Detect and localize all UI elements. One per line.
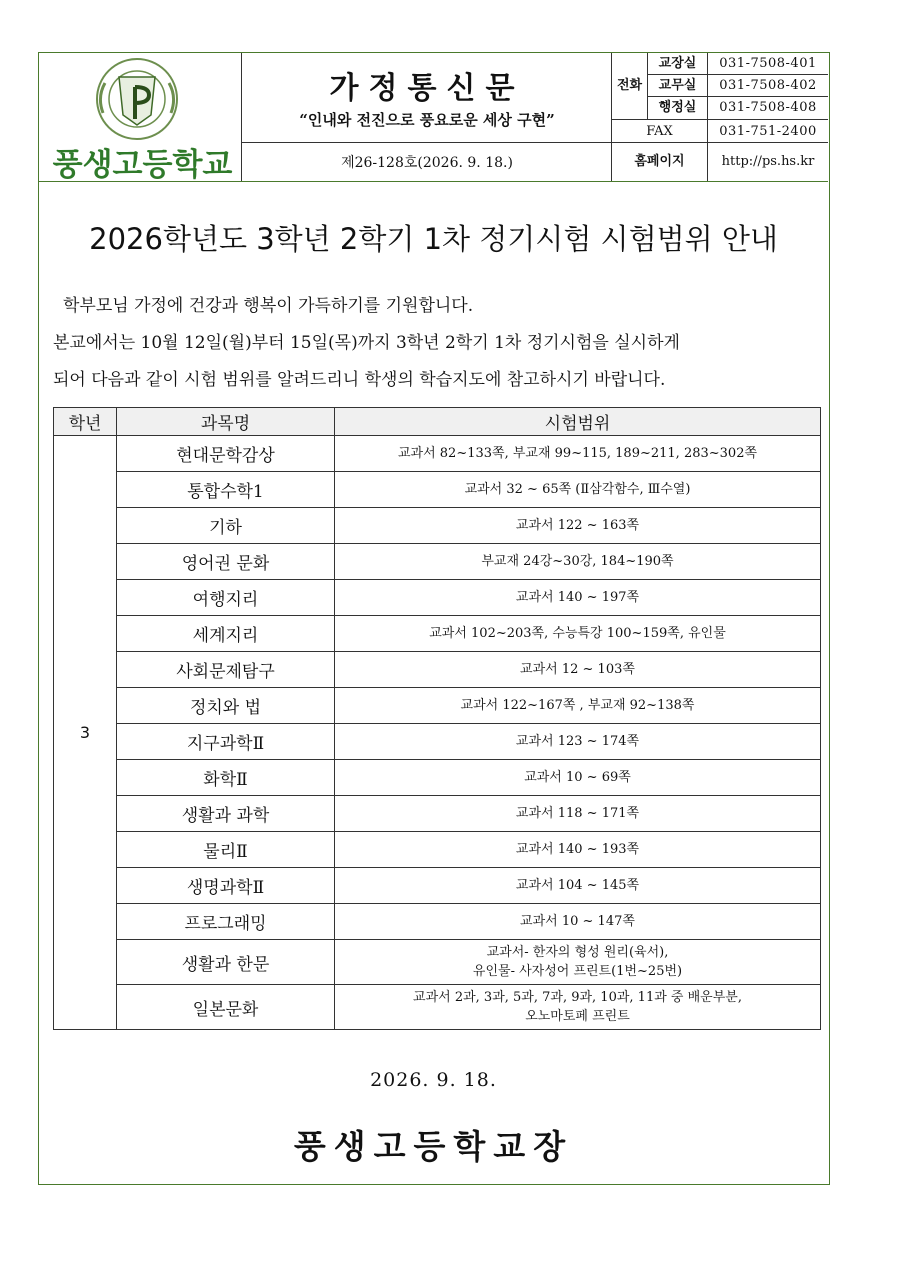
subject-cell: 통합수학1: [117, 472, 335, 508]
phone-label: 전화: [612, 53, 648, 119]
range-cell: 교과서 12 ~ 103쪽: [335, 652, 821, 688]
table-row: [54, 940, 821, 985]
subject-cell: 세계지리: [117, 616, 335, 652]
table-row: [54, 688, 821, 724]
school-name: 풍생고등학교: [52, 147, 233, 183]
fax-value: 031-751-2400: [708, 119, 828, 143]
range-cell: 교과서 32 ~ 65쪽 (Ⅱ삼각함수, Ⅲ수열): [335, 472, 821, 508]
newsletter-frame: [38, 52, 830, 1185]
grade-cell: 3: [54, 436, 117, 1030]
header-range: 시험범위: [335, 408, 821, 436]
table-header-row: [54, 408, 821, 436]
range-cell: 교과서 10 ~ 147쪽: [335, 904, 821, 940]
range-line: 오노마토페 프린트: [525, 1009, 630, 1024]
range-cell: 교과서 102~203쪽, 수능특강 100~159쪽, 유인물: [335, 616, 821, 652]
homepage-link[interactable]: http://ps.hs.kr: [721, 154, 815, 169]
range-cell: 교과서 140 ~ 193쪽: [335, 832, 821, 868]
contact-label-admin: 행정실: [648, 97, 708, 119]
range-line: 교과서 2과, 3과, 5과, 7과, 9과, 10과, 11과 중 배운부분,: [413, 990, 742, 1005]
table-row: [54, 436, 821, 472]
body-paragraph-line-1: 본교에서는 10월 12일(월)부터 15일(목)까지 3학년 2학기 1차 정기시험을 실시하게: [53, 333, 680, 353]
table-row: [54, 544, 821, 580]
range-cell: 교과서 10 ~ 69쪽: [335, 760, 821, 796]
issue-date: 2026. 9. 18.: [370, 1069, 497, 1091]
table-body: [54, 436, 821, 1030]
newsletter-title: 가정통신문: [329, 71, 525, 106]
range-line: 교과서- 한자의 형성 원리(육서),: [486, 945, 669, 960]
fax-label: FAX: [612, 119, 708, 143]
school-emblem-icon: [91, 57, 183, 141]
range-cell: 교과서 122 ~ 163쪽: [335, 508, 821, 544]
contact-value-principal: 031-7508-401: [708, 53, 828, 75]
table-row: [54, 832, 821, 868]
subject-cell: 지구과학Ⅱ: [117, 724, 335, 760]
body-paragraph-line-2: 되어 다음과 같이 시험 범위를 알려드리니 학생의 학습지도에 참고하시기 바랍니다.: [53, 370, 666, 390]
subject-cell: 일본문화: [117, 985, 335, 1030]
contact-label-principal: 교장실: [648, 53, 708, 75]
contact-table: [612, 53, 828, 181]
range-cell: 교과서 123 ~ 174쪽: [335, 724, 821, 760]
table-row: [54, 616, 821, 652]
subject-cell: 정치와 법: [117, 688, 335, 724]
subject-cell: 생활과 과학: [117, 796, 335, 832]
subject-cell: 현대문학감상: [117, 436, 335, 472]
principal-signature: 풍생고등학교장: [293, 1127, 574, 1166]
subject-cell: 여행지리: [117, 580, 335, 616]
subject-cell: 영어권 문화: [117, 544, 335, 580]
logo-cell: [39, 53, 242, 181]
table-row: [54, 580, 821, 616]
document-title: 2026학년도 3학년 2학기 1차 정기시험 시험범위 안내: [89, 222, 778, 256]
contact-value-academic: 031-7508-402: [708, 75, 828, 97]
range-line: 유인물- 사자성어 프린트(1번~25번): [472, 964, 683, 979]
subject-cell: 물리Ⅱ: [117, 832, 335, 868]
newsletter-header: [39, 53, 828, 182]
table-row: [54, 868, 821, 904]
greeting-paragraph: 학부모님 가정에 건강과 행복이 가득하기를 기원합니다.: [63, 296, 474, 316]
issue-number: 제26-128호(2026. 9. 18.): [341, 155, 513, 171]
subject-cell: 기하: [117, 508, 335, 544]
school-motto: “인내와 전진으로 풍요로운 세상 구현”: [299, 111, 555, 129]
table-row: [54, 904, 821, 940]
subject-cell: 사회문제탐구: [117, 652, 335, 688]
table-row: [54, 652, 821, 688]
homepage-label: 홈페이지: [612, 143, 708, 181]
table-row: [54, 760, 821, 796]
contact-label-academic: 교무실: [648, 75, 708, 97]
exam-range-table: [53, 407, 821, 1030]
range-cell: 교과서 82~133쪽, 부교재 99~115, 189~211, 283~302쪽: [335, 436, 821, 472]
subject-cell: 생활과 한문: [117, 940, 335, 985]
header-grade: 학년: [54, 408, 117, 436]
table-row: [54, 724, 821, 760]
table-row: [54, 508, 821, 544]
range-cell: 부교재 24강~30강, 184~190쪽: [335, 544, 821, 580]
range-cell: [335, 940, 821, 985]
range-cell: 교과서 140 ~ 197쪽: [335, 580, 821, 616]
subject-cell: 생명과학Ⅱ: [117, 868, 335, 904]
issue-cell: [242, 143, 612, 181]
table-row: [54, 985, 821, 1030]
header-subject: 과목명: [117, 408, 335, 436]
title-cell: [242, 53, 612, 143]
subject-cell: 프로그래밍: [117, 904, 335, 940]
table-row: [54, 796, 821, 832]
range-cell: 교과서 118 ~ 171쪽: [335, 796, 821, 832]
range-cell: [335, 985, 821, 1030]
contact-value-admin: 031-7508-408: [719, 100, 817, 115]
range-cell: 교과서 122~167쪽 , 부교재 92~138쪽: [335, 688, 821, 724]
table-row: [54, 472, 821, 508]
subject-cell: 화학Ⅱ: [117, 760, 335, 796]
range-cell: 교과서 104 ~ 145쪽: [335, 868, 821, 904]
